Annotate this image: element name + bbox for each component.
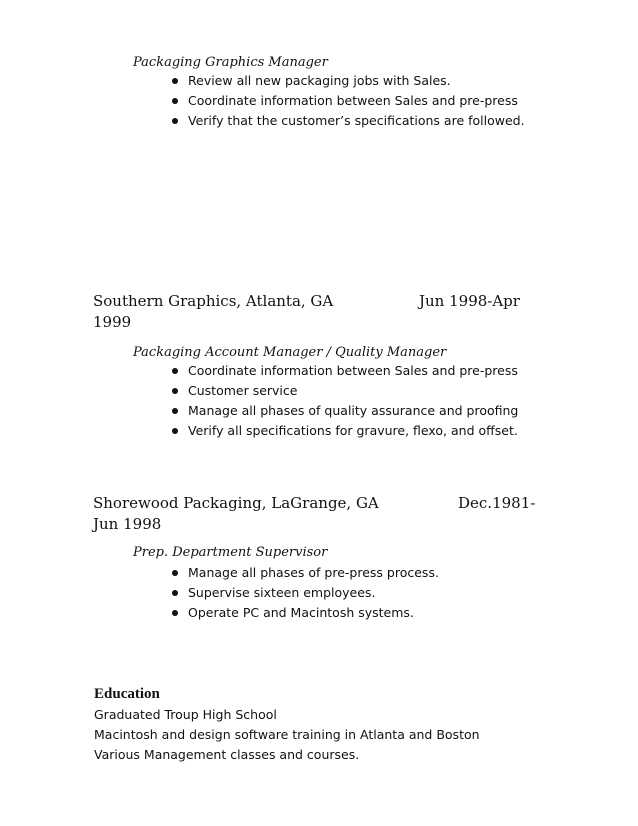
list-item: Operate PC and Macintosh systems. [0, 603, 439, 623]
bullet-icon [172, 428, 178, 434]
company-name: Southern Graphics, Atlanta, GA [93, 292, 334, 310]
education-line: Graduated Troup High School [94, 707, 277, 722]
list-item: Supervise sixteen employees. [0, 583, 439, 603]
list-item: Verify that the customer’s specifications are followed. [0, 111, 525, 131]
education-line: Macintosh and design software training in Atlanta and Boston [94, 727, 480, 742]
list-item: Coordinate information between Sales and pre-press [0, 91, 525, 111]
list-item: Manage all phases of pre-press process. [0, 563, 439, 583]
section-heading: Education [94, 686, 160, 702]
bullet-icon [172, 408, 178, 414]
company-header [93, 492, 536, 514]
bullet-icon [172, 590, 178, 596]
list-item: Coordinate information between Sales and pre-press [0, 361, 518, 381]
list-item: Review all new packaging jobs with Sales. [0, 71, 525, 91]
bullet-icon [172, 78, 178, 84]
employment-dates-continued: 1999 [93, 313, 132, 331]
list-item: Customer service [0, 381, 518, 401]
bullet-icon [172, 98, 178, 104]
job-role-title: Prep. Department Supervisor [133, 545, 328, 560]
job-duties-list [0, 563, 439, 623]
bullet-icon [172, 570, 178, 576]
bullet-icon [172, 118, 178, 124]
employment-dates: Jun 1998-Apr [419, 292, 520, 310]
job-duties-list [0, 71, 525, 131]
education-line: Various Management classes and courses. [94, 747, 360, 762]
list-item: Verify all specifications for gravure, flexo, and offset. [0, 421, 518, 441]
job-role-title: Packaging Account Manager / Quality Manager [133, 345, 447, 360]
bullet-icon [172, 368, 178, 374]
employment-dates: Dec.1981- [458, 494, 536, 512]
bullet-icon [172, 388, 178, 394]
job-role-title: Packaging Graphics Manager [133, 55, 328, 70]
list-item: Manage all phases of quality assurance and proofing [0, 401, 518, 421]
bullet-icon [172, 610, 178, 616]
company-name: Shorewood Packaging, LaGrange, GA [93, 494, 379, 512]
job-duties-list [0, 361, 518, 441]
employment-dates-continued: Jun 1998 [93, 515, 162, 533]
company-header [93, 290, 533, 312]
